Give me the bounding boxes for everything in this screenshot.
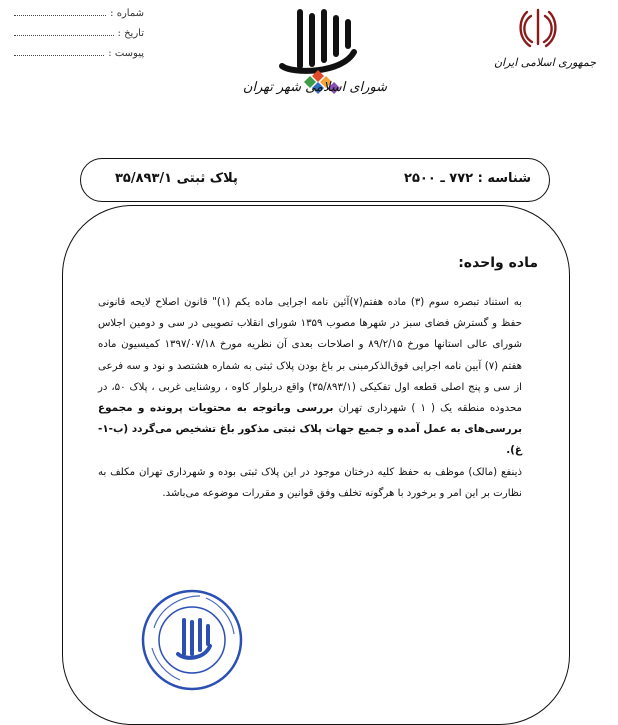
republic-name: جمهوری اسلامی ایران (493, 56, 597, 69)
letter-number-label: شماره : (110, 8, 144, 19)
paragraph-resolution (98, 292, 522, 462)
resolution-text: به استناد تبصره سوم (۳) ماده هفتم(۷)آئین نامه اجرایی ماده یکم (۱)" قانون اصلاح لایحه قانونی حفظ و گسترش فضای سبز در شهرها مصوب ۱۳۵۹ شورای انقلاب تصویبی در سی و دومین اجلاس شورای عالی استانها مورخ ۸۹/۲/۱۵ و اصلاحات بعدی آن نظریه مورخ ۱۳۹۷/۰۷/۱۸ کمیسیون ماده هفتم (۷) آیین نامه اجرایی فوق‌الذکرمبنی بر باغ بودن پلاک ثبتی به شماره هشتصد و نود و سه فرعی از سی و پنج اصلی قطعه اول تفکیکی (۳۵/۸۹۳/۱) واقع دربلوار کاوه ، روشنایی غربی ، پلاک ۵۰، در محدوده منطقه یک ( ۱ ) شهرداری تهران (98, 297, 523, 415)
council-mark-icon (178, 620, 210, 658)
dotted-line (14, 35, 114, 36)
document-id: شناسه : ۷۷۲ ـ ۲۵۰۰ (404, 171, 531, 186)
council-name: شورای اسلامی شهر تهران (242, 80, 388, 95)
plate-number: پلاک ثبتی ۳۵/۸۹۳/۱ (115, 171, 238, 186)
iran-emblem-icon (518, 6, 558, 50)
paragraph-obligations: ذینفع (مالک) موظف به حفظ کلیه درختان موجود در این پلاک ثبتی بوده و شهرداری تهران مکلف به نظارت بر این امر و برخورد با هرگونه تخلف وفق قوانین و مقررات موضوعه می‌باشد. (98, 466, 522, 499)
dotted-line (14, 15, 106, 16)
letter-attachment-field (14, 48, 144, 68)
letter-date-label: تاریخ : (117, 28, 144, 39)
official-stamp (140, 588, 244, 692)
letter-attachment-label: پیوست : (108, 48, 144, 59)
reference-box (80, 158, 550, 202)
document-body (98, 292, 522, 504)
resolution-emphasis: بررسی وباتوجه به محتویات پرونده و مجموع بررسی‌های به عمل آمده و جمیع جهات پلاک ثبتی مذکور باغ تشخیص می‌گردد (ب-۱-غ). (98, 402, 522, 457)
letter-meta-fields (14, 8, 144, 68)
dotted-line (14, 55, 104, 56)
letter-date-field (14, 28, 144, 48)
letter-number-field (14, 8, 144, 28)
document-heading: ماده واحده: (458, 255, 538, 271)
